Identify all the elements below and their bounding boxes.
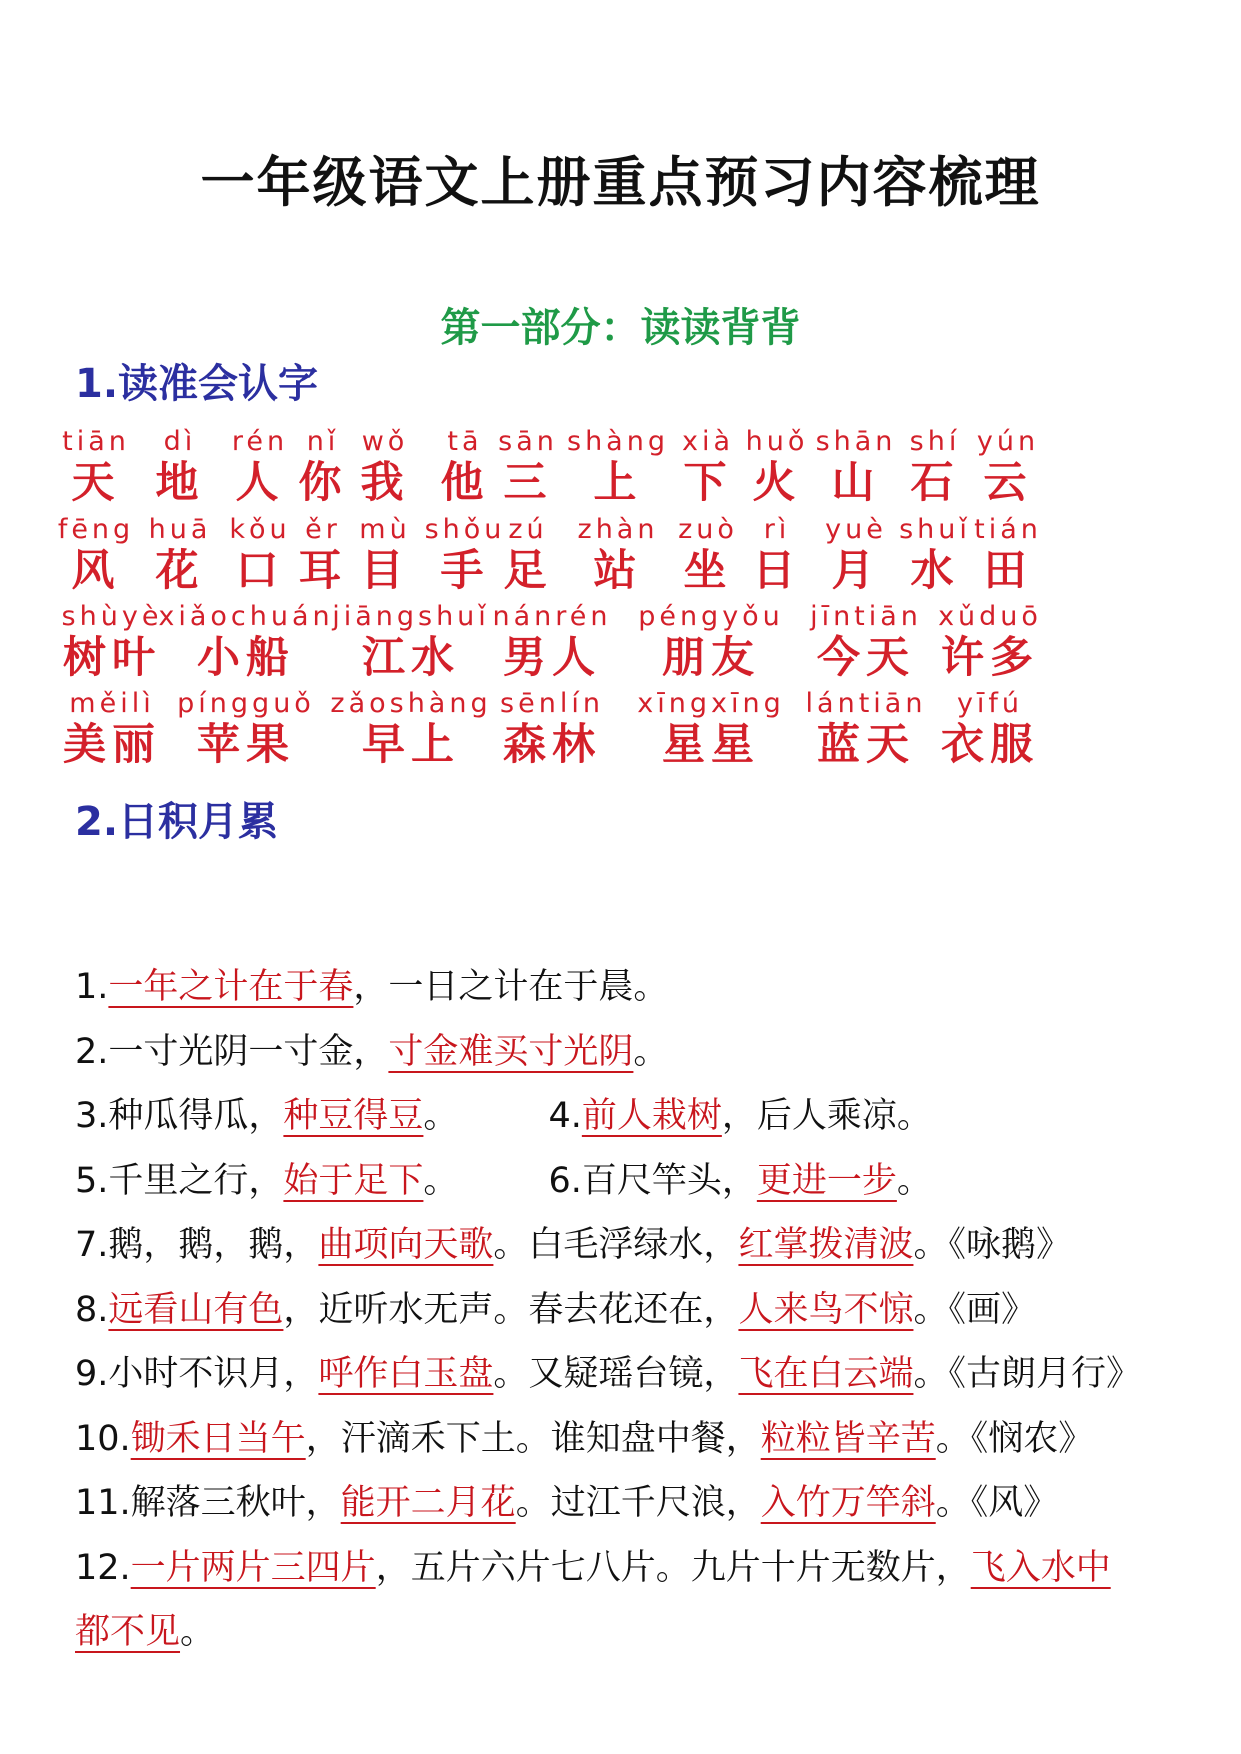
pinyin: píngguǒ (177, 688, 315, 719)
highlight-phrase: 前人栽树 (581, 1096, 722, 1136)
hanzi: 你 (298, 458, 348, 508)
text-segment: 11.解落三秋叶， (75, 1483, 341, 1523)
text-segment: 。《咏鹅》 (913, 1225, 1071, 1265)
vocab-word (425, 514, 506, 596)
accumulation-line (75, 1471, 1185, 1536)
hanzi: 火 (752, 458, 802, 508)
vocab-word (62, 601, 163, 683)
pinyin: shàng (567, 426, 669, 457)
hanzi: 三 (503, 458, 553, 508)
pinyin: kǒu (229, 514, 291, 545)
pinyin: tián (974, 514, 1042, 545)
vocab-word (578, 514, 659, 596)
text-segment: 。 (896, 1160, 932, 1201)
vocab-word (158, 601, 333, 683)
highlight-phrase: 锄禾日当午 (130, 1418, 306, 1459)
accumulation-list (75, 955, 1185, 1665)
hanzi: 星星 (662, 720, 760, 770)
pinyin: rì (763, 514, 791, 545)
vocab-word (567, 426, 669, 508)
vocab-word (504, 514, 553, 596)
vocab-word (177, 688, 315, 770)
text-segment: ，五片六片七八片。九片十片无数片， (375, 1547, 971, 1588)
pinyin: jiāngshuǐ (332, 601, 490, 632)
vocab-word (682, 426, 734, 508)
part-title: 第一部分：读读背背 (440, 305, 801, 351)
text-segment: 。 (633, 1031, 669, 1072)
pinyin: yīfú (956, 688, 1024, 719)
accumulation-line (75, 1213, 1185, 1278)
hanzi: 他 (440, 458, 490, 508)
vocab-word (977, 426, 1039, 508)
text-segment: 1. (75, 967, 109, 1007)
text-segment: 7.鹅，鹅，鹅， (75, 1225, 319, 1265)
vocab-word (149, 514, 212, 596)
accumulation-line (75, 1278, 1185, 1343)
hanzi: 男人 (502, 633, 601, 683)
pinyin: zhàn (577, 514, 659, 545)
pinyin: xiǎochuán (158, 601, 334, 632)
vocab-word (232, 426, 288, 508)
hanzi: 水 (910, 546, 960, 596)
highlight-phrase: 种豆得豆 (283, 1096, 424, 1136)
pinyin: shǒu (424, 514, 506, 545)
pinyin: xǔduō (938, 601, 1042, 632)
text-segment: 。 (423, 1160, 459, 1201)
hanzi: 下 (683, 458, 733, 508)
section-heading-vocab: 1.读准会认字 (75, 361, 319, 407)
highlight-phrase: 一年之计在于春 (108, 967, 354, 1007)
hanzi: 树叶 (62, 633, 161, 683)
vocab-word (899, 514, 971, 596)
page-title: 一年级语文上册重点预习内容梳理 (200, 151, 1041, 214)
highlight-phrase: 寸金难买寸光阴 (388, 1031, 634, 1072)
highlight-phrase: 更进一步 (756, 1160, 897, 1201)
pinyin: rén (231, 426, 289, 457)
vocab-word (500, 688, 604, 770)
text-segment: 。过江千尺浪， (515, 1483, 761, 1523)
highlight-phrase: 始于足下 (283, 1160, 424, 1201)
pinyin: yún (976, 426, 1040, 457)
pinyin: shān (815, 426, 897, 457)
hanzi: 耳 (298, 546, 348, 596)
hanzi: 天 (71, 458, 121, 508)
text-segment: 。 (180, 1612, 216, 1652)
vocab-word (58, 514, 134, 596)
vocab-word (299, 426, 348, 508)
hanzi: 森林 (503, 720, 601, 770)
pinyin: xià (681, 426, 735, 457)
text-segment: 5.千里之行， (75, 1160, 284, 1201)
highlight-phrase: 都不见 (75, 1612, 181, 1652)
vocab-word (441, 426, 490, 508)
hanzi: 目 (360, 546, 410, 596)
hanzi: 月 (831, 546, 881, 596)
pinyin: zú (508, 514, 548, 545)
highlight-phrase: 呼作白玉盘 (318, 1354, 494, 1394)
text-segment: 9.小时不识月， (75, 1354, 319, 1394)
vocab-word (637, 688, 784, 770)
pinyin: mù (359, 514, 411, 545)
vocab-word (229, 514, 290, 596)
hanzi: 衣服 (941, 720, 1039, 770)
pinyin: huǒ (745, 426, 809, 457)
vocab-word (492, 601, 611, 683)
text-segment: ，一日之计在于晨。 (353, 967, 669, 1007)
pinyin: ěr (305, 514, 341, 545)
hanzi: 花 (155, 546, 205, 596)
text-segment: ，后人乘凉。 (721, 1096, 932, 1136)
pinyin: nánrén (492, 601, 612, 632)
highlight-phrase: 红掌拨清波 (738, 1225, 914, 1265)
hanzi: 美丽 (63, 720, 161, 770)
hanzi: 坐 (683, 546, 733, 596)
vocab-word (941, 688, 1039, 770)
vocab-word (359, 514, 410, 596)
vocab-word (330, 688, 491, 770)
vocab-word (498, 426, 558, 508)
pinyin: tā (447, 426, 483, 457)
hanzi: 苹果 (196, 720, 295, 770)
highlight-phrase: 粒粒皆辛苦 (760, 1418, 936, 1459)
pinyin: shuǐ (899, 514, 971, 545)
accumulation-line (75, 1536, 1185, 1601)
text-segment: ，汗滴禾下土。谁知盘中餐， (305, 1418, 761, 1459)
text-segment: 6.百尺竿头， (548, 1160, 757, 1201)
text-segment: 12. (75, 1547, 131, 1588)
text-segment: 。《悯农》 (935, 1418, 1094, 1459)
vocab-word (62, 426, 130, 508)
text-segment: 。《古朗月行》 (913, 1354, 1141, 1394)
hanzi: 小船 (197, 633, 295, 683)
hanzi: 我 (360, 458, 410, 508)
pinyin: huā (148, 514, 212, 545)
vocab-word (910, 426, 961, 508)
highlight-phrase: 飞入水中 (970, 1547, 1111, 1588)
text-segment: 8. (75, 1289, 109, 1330)
hanzi: 蓝天 (817, 720, 915, 770)
pinyin: tiān (62, 426, 130, 457)
accumulation-line (75, 1084, 1185, 1149)
highlight-phrase: 人来鸟不惊 (738, 1289, 914, 1330)
text-segment: 2.一寸光阴一寸金， (75, 1031, 389, 1072)
vocab-word (938, 601, 1042, 683)
vocab-word (816, 426, 897, 508)
highlight-phrase: 能开二月花 (340, 1483, 516, 1523)
hanzi: 云 (983, 458, 1033, 508)
pinyin: měilì (69, 688, 155, 719)
text-segment: 。又疑瑶台镜， (493, 1354, 739, 1394)
vocab-word (638, 601, 784, 683)
hanzi: 今天 (817, 633, 915, 683)
pinyin: jīntiān (810, 601, 922, 632)
text-segment: 。白毛浮绿水， (493, 1225, 739, 1265)
hanzi: 地 (155, 458, 205, 508)
vocab-word (974, 514, 1042, 596)
vocab-word (156, 426, 205, 508)
pinyin: fēng (57, 514, 135, 545)
vocab-word (63, 688, 161, 770)
highlight-phrase: 飞在白云端 (738, 1354, 914, 1394)
text-segment: 。《风》 (935, 1483, 1059, 1523)
pinyin: zǎoshàng (330, 688, 492, 719)
text-segment: ，近听水无声。春去花还在， (283, 1289, 739, 1330)
accumulation-line (75, 1020, 1185, 1085)
vocab-word (825, 514, 887, 596)
hanzi: 江水 (362, 633, 460, 683)
pinyin: sān (498, 426, 558, 457)
vocab-word (361, 426, 410, 508)
section-heading-accumulation: 2.日积月累 (75, 799, 279, 845)
hanzi: 朋友 (662, 633, 760, 683)
hanzi: 上 (593, 458, 643, 508)
text-segment: 10. (75, 1418, 131, 1459)
pinyin: sēnlín (500, 688, 604, 719)
pinyin: péngyǒu (638, 601, 784, 632)
hanzi: 足 (503, 546, 553, 596)
highlight-phrase: 一片两片三四片 (130, 1547, 376, 1588)
text-segment: 。《画》 (913, 1289, 1036, 1330)
vocab-word (678, 514, 738, 596)
hanzi: 口 (235, 546, 285, 596)
vocab-word (746, 426, 809, 508)
hanzi: 田 (983, 546, 1033, 596)
vocab-word (753, 514, 802, 596)
text-segment: 4. (548, 1096, 582, 1136)
hanzi: 山 (831, 458, 881, 508)
accumulation-line (75, 1407, 1185, 1472)
pinyin: yuè (825, 514, 887, 545)
pinyin: xīngxīng (637, 688, 785, 719)
accumulation-line (75, 1600, 1185, 1665)
hanzi: 早上 (362, 720, 460, 770)
text-segment: 。 (423, 1096, 459, 1136)
pinyin: shùyè (61, 601, 163, 632)
highlight-phrase: 入竹万竿斜 (760, 1483, 936, 1523)
vocab-word (810, 601, 922, 683)
vocab-word (299, 514, 348, 596)
vocab-word (806, 688, 927, 770)
hanzi: 石 (910, 458, 960, 508)
pinyin: lántiān (805, 688, 927, 719)
accumulation-line (75, 1149, 1185, 1214)
pinyin: zuò (678, 514, 738, 545)
pinyin: nǐ (306, 426, 340, 457)
accumulation-line (75, 955, 1185, 1020)
highlight-phrase: 曲项向天歌 (318, 1225, 494, 1265)
hanzi: 许多 (941, 633, 1039, 683)
pinyin: wǒ (361, 426, 409, 457)
pinyin: dì (163, 426, 197, 457)
highlight-phrase: 远看山有色 (108, 1289, 284, 1330)
hanzi: 风 (71, 546, 121, 596)
text-segment: 3.种瓜得瓜， (75, 1096, 284, 1136)
vocab-word (332, 601, 490, 683)
hanzi: 日 (752, 546, 802, 596)
pinyin: shí (909, 426, 961, 457)
hanzi: 人 (235, 458, 285, 508)
hanzi: 站 (593, 546, 643, 596)
hanzi: 手 (440, 546, 490, 596)
accumulation-line (75, 1342, 1185, 1407)
